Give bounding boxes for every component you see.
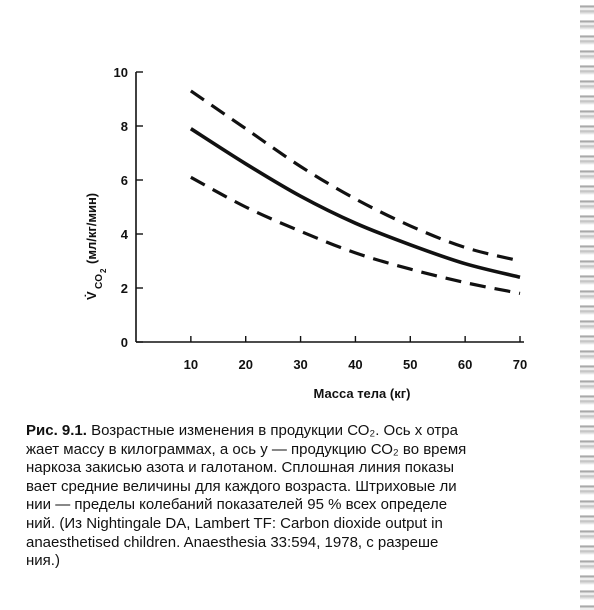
y-axis-symbol: V̇ [84,291,99,300]
y-axis-units: (мл/кг/мин) [84,192,99,264]
caption-line: anaesthetised children. Anaesthesia 33:594, 1978, с разреше [26,533,439,551]
caption-line: жает массу в килограммах, а ось y — продукцию СО₂ во время [26,440,467,458]
y-axis-subscript: CO [94,274,105,289]
x-tick-label: 40 [348,357,363,372]
plot-area [114,65,528,372]
caption-line [26,422,588,441]
y-tick-label: 8 [120,119,128,134]
figure-label: Рис. 9.1. [26,422,87,439]
caption-line: ния.) [26,552,60,570]
caption-line: ний. (Из Nightingale DA, Lambert TF: Carbon dioxide output in [26,514,443,532]
x-axis-title: Масса тела (кг) [313,386,411,401]
caption-text: Возрастные изменения в продукции СО₂. Ось x отра [86,422,458,439]
y-tick-label: 4 [120,227,128,242]
scan-edge-artifact [580,0,594,610]
y-tick-label: 10 [113,65,128,80]
caption-line: вает средние величины для каждого возраста. Штриховые ли [26,477,457,495]
x-tick-label: 60 [457,357,473,372]
x-tick-label: 20 [238,357,253,372]
y-axis-subscript-2: 2 [99,268,108,273]
x-tick-label: 30 [293,357,308,372]
series-upper-limit-line [191,91,520,261]
y-tick-label: 6 [120,173,128,188]
y-axis-title [84,193,108,300]
y-tick-label: 2 [120,281,128,296]
figure-caption [26,422,588,571]
x-tick-label: 70 [512,357,528,372]
x-tick-label: 10 [183,357,199,372]
series-lower-limit-line [191,177,520,293]
x-tick-label: 50 [403,357,418,372]
y-tick-label: 0 [120,335,128,350]
caption-line: нии — пределы колебаний показателей 95 % всех определе [26,496,448,514]
caption-line: наркоза закисью азота и галотаном. Сплошная линия показы [26,459,454,477]
